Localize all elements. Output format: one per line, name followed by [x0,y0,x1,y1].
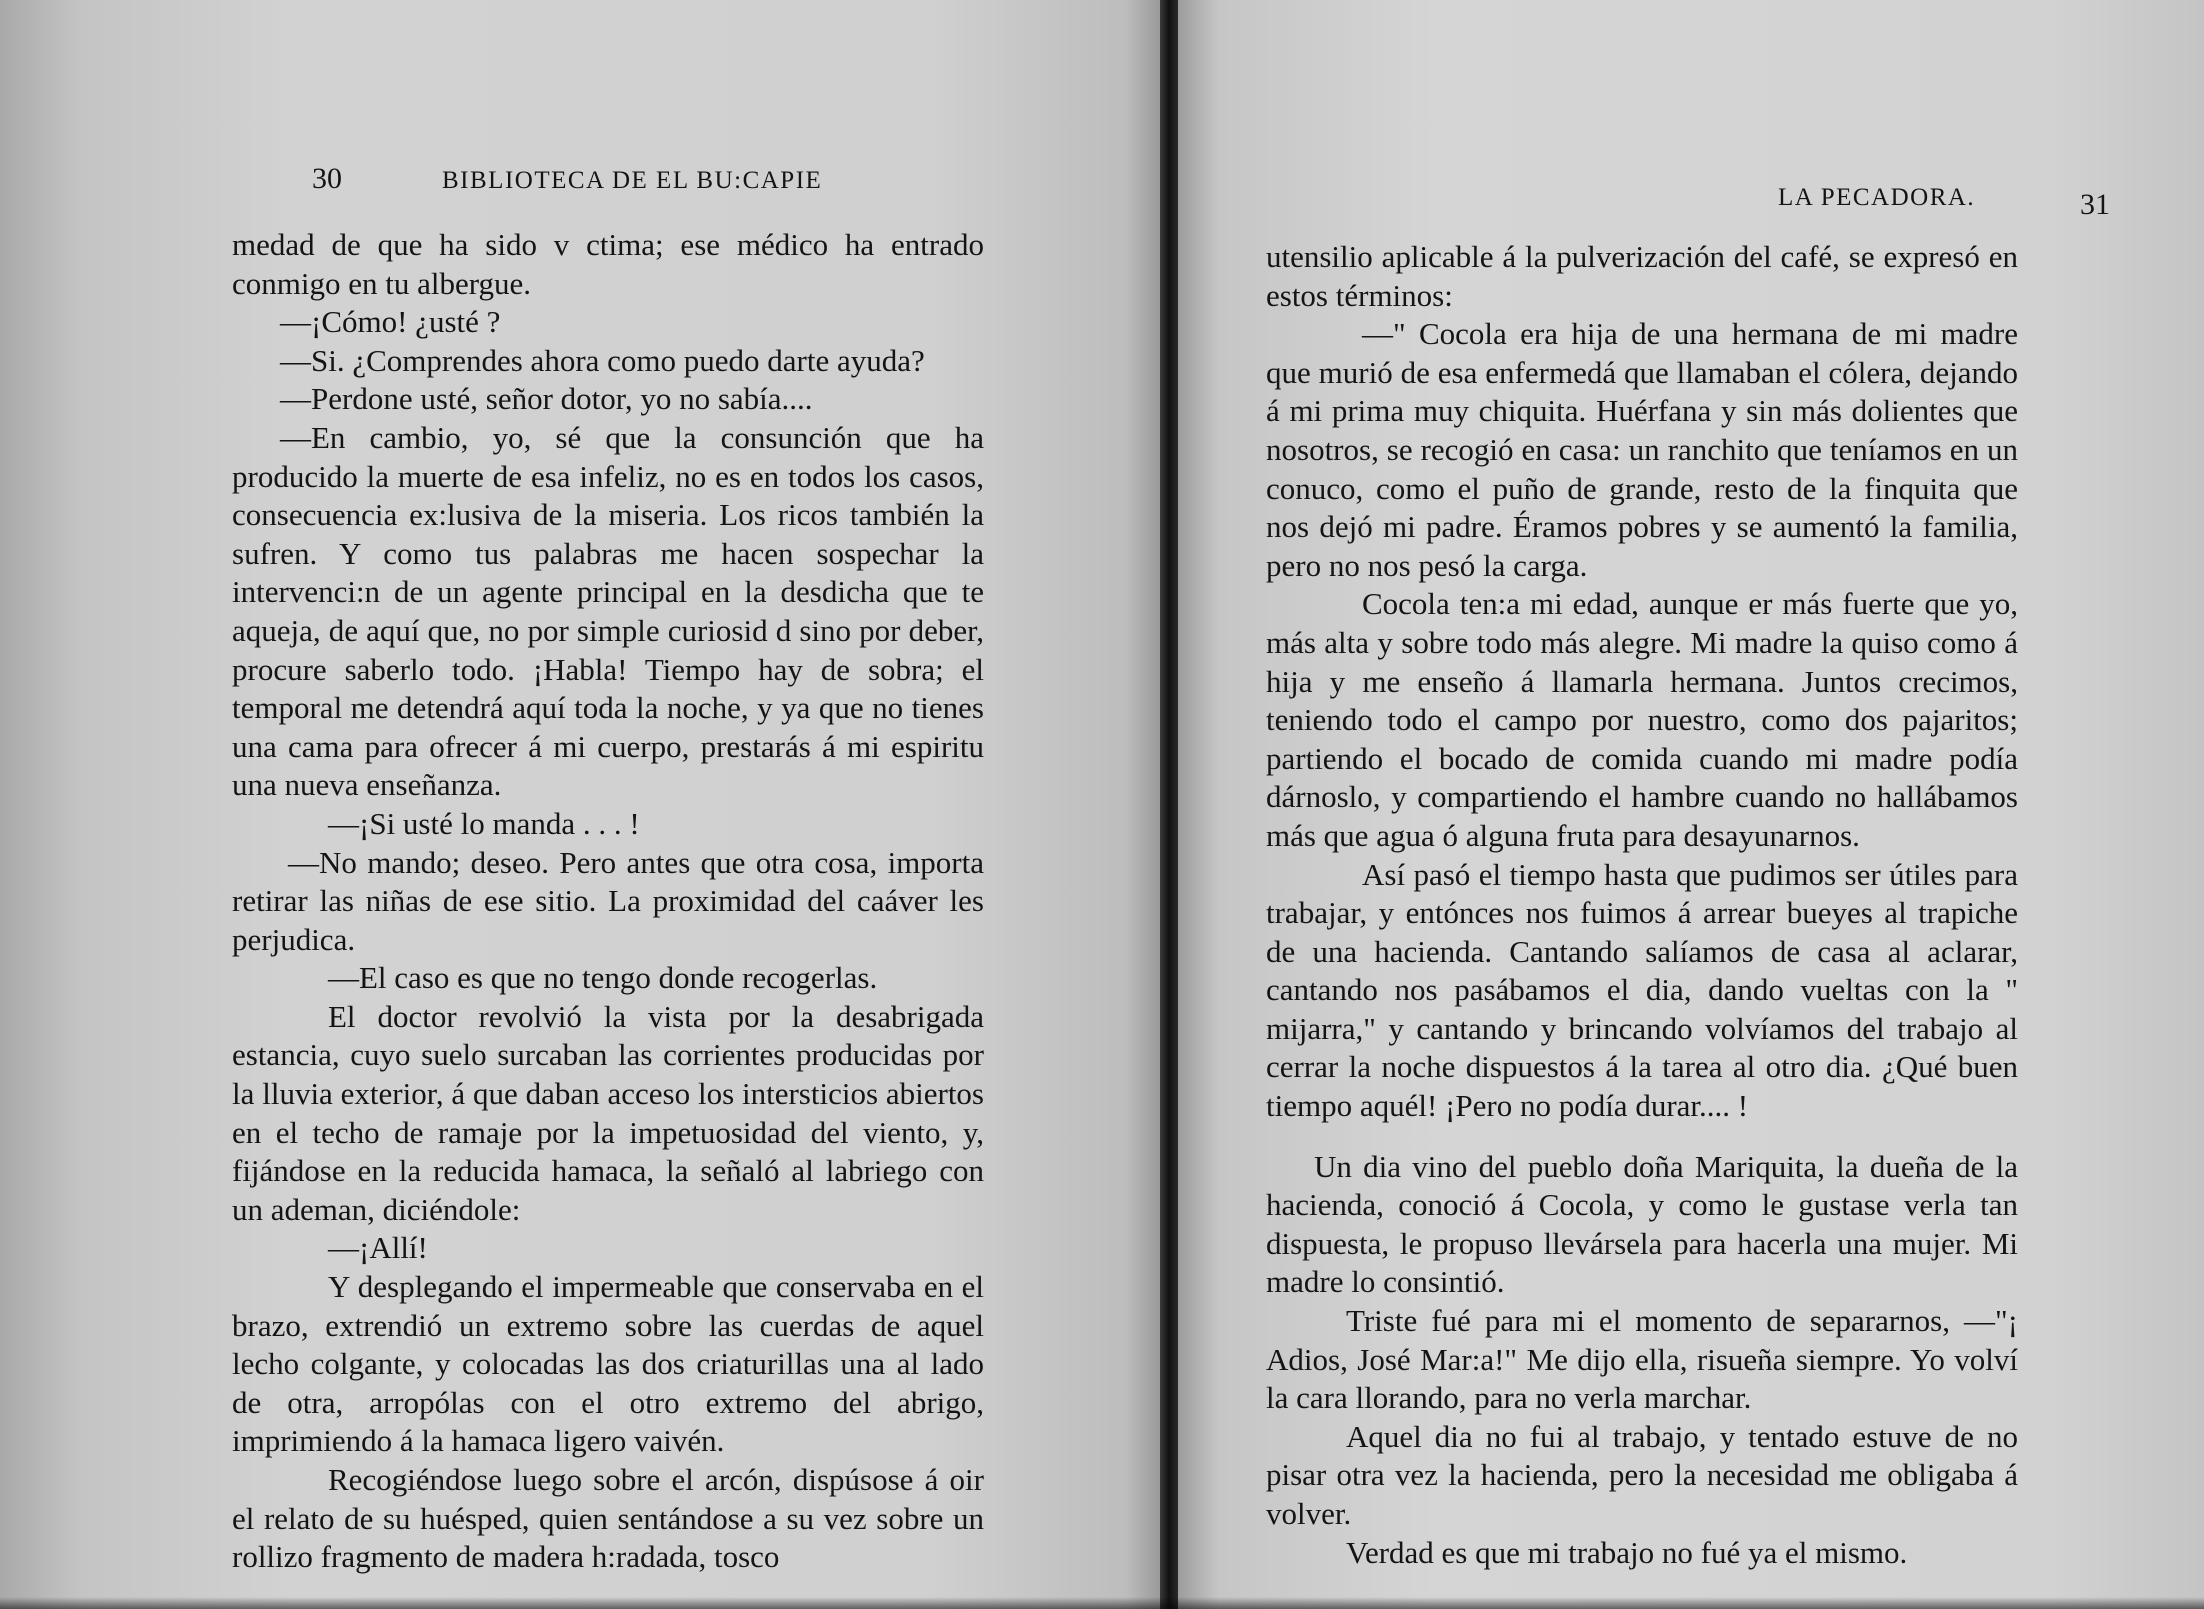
paragraph: utensilio aplicable á la pulverización del café, se expresó en estos términos: [1266,239,2018,313]
paragraph: —¡Allí! [328,1230,428,1266]
paragraph: Triste fué para mi el momento de separarnos, —"¡ Adios, José Mar:a!" Me dijo ella, risueña siempre. Yo volví la cara llorando, para no verla marchar. [1266,1303,2018,1416]
paragraph: Así pasó el tiempo hasta que pudimos ser útiles para trabajar, y entónces nos fuimos á arrear bueyes al trapiche de una hacienda. Cantando salíamos de casa al aclarar, cantando nos pasábamos el dia, dando vueltas con la " mijarra," y cantando y brincando volvíamos del trabajo al cerrar la noche dispuestos á la tarea al otro dia. ¿Qué buen tiempo aquél! ¡Pero no podía durar.... ! [1266,856,2018,1124]
paragraph: —Si. ¿Comprendes ahora como puedo darte ayuda? [280,342,925,378]
paragraph: —En cambio, yo, sé que la consunción que ha producido la muerte de esa infeliz, no es en todos los casos, consecuencia ex:lusiva de la miseria. Los ricos también la sufren. Y como tus palabras me hacen sospechar la intervenci:n de un agente principal en la desdicha que te aqueja, de aquí que, no por simple curiosid d sino por deber, procure saberlo todo. ¡Habla! Tiempo hay de sobra; el temporal me detendrá aquí toda la noche, y ya que no tienes una cama para ofrecer á mi cuerpo, prestarás á mi espiritu una nueva enseñanza. [232,419,984,803]
paragraph: —El caso es que no tengo donde recogerlas. [328,960,878,996]
paragraph: —No mando; deseo. Pero antes que otra cosa, importa retirar las niñas de ese sitio. La proximidad del caáver les perjudica. [232,844,984,957]
left-running-head: BIBLIOTECA DE EL BU:CAPIE [442,167,823,194]
paragraph: Y desplegando el impermeable que conservaba en el brazo, extrendió un extremo sobre las cuerdas de aquel lecho colgante, y colocadas las dos criaturillas una al lado de otra, arropólas con el otro extremo del abrigo, imprimiendo á la hamaca ligero vaivén. [232,1269,984,1459]
paragraph: —Perdone usté, señor dotor, yo no sabía.... [280,381,813,417]
paragraph: —" Cocola era hija de una hermana de mi madre que murió de esa enfermedá que llamaban el cólera, dejando á mi prima muy chiquita. Huérfana y sin más dolientes que nosotros, se recogió en casa: un ranchito que teníamos en un conuco, como el puño de grande, resto de la finquita que nos dejó mi padre. Éramos pobres y se aumentó la familia, pero no nos pesó la carga. [1266,316,2018,583]
right-page [1178,0,2204,1609]
paragraph: Verdad es que mi trabajo no fué ya el mismo. [1346,1534,1908,1570]
paragraph: Cocola ten:a mi edad, aunque er más fuerte que yo, más alta y sobre todo más alegre. Mi madre la quiso como á hija y me enseño á llamarla hermana. Juntos crecimos, teniendo todo el campo por nuestro, como dos pajaritos; partiendo el bocado de comida cuando mi madre podía dárnoslo, y compartiendo el hambre cuando no hallábamos más que agua ó alguna fruta para desayunarnos. [1266,586,2018,853]
paragraph: El doctor revolvió la vista por la desabrigada estancia, cuyo suelo surcaban las corrientes producidas por la lluvia exterior, á que daban acceso los intersticios abiertos en el techo de ramaje por la impetuosidad del viento, y, fijándose en la reducida hamaca, la señaló al labriego con un ademan, diciéndole: [232,998,984,1227]
right-text-block [1266,238,2018,1572]
left-page-number: 30 [312,162,342,195]
paragraph: medad de que ha sido v ctima; ese médico ha entrado conmigo en tu albergue. [232,227,984,301]
page-bottom-shadow [0,1597,2204,1609]
paragraph: —¡Si usté lo manda . . . ! [328,805,640,841]
paragraph: Aquel dia no fui al trabajo, y tentado estuve de no pisar otra vez la hacienda, pero la necesidad me obligaba á volver. [1266,1418,2018,1531]
paragraph: Un dia vino del pueblo doña Mariquita, la dueña de la hacienda, conoció á Cocola, y como le gustase verla tan dispuesta, le propuso llevársela para hacerla una mujer. Mi madre lo consintió. [1266,1148,2018,1300]
left-text-block [232,226,984,1577]
right-running-head: LA PECADORA. [1778,184,1976,211]
book-gutter [1160,0,1178,1609]
paragraph: —¡Cómo! ¿usté ? [280,304,501,340]
right-page-number: 31 [2080,188,2110,221]
paragraph: Recogiéndose luego sobre el arcón, dispúsose á oir el relato de su huésped, quien sentándose a su vez sobre un rollizo fragmento de madera h:radada, tosco [232,1462,984,1575]
